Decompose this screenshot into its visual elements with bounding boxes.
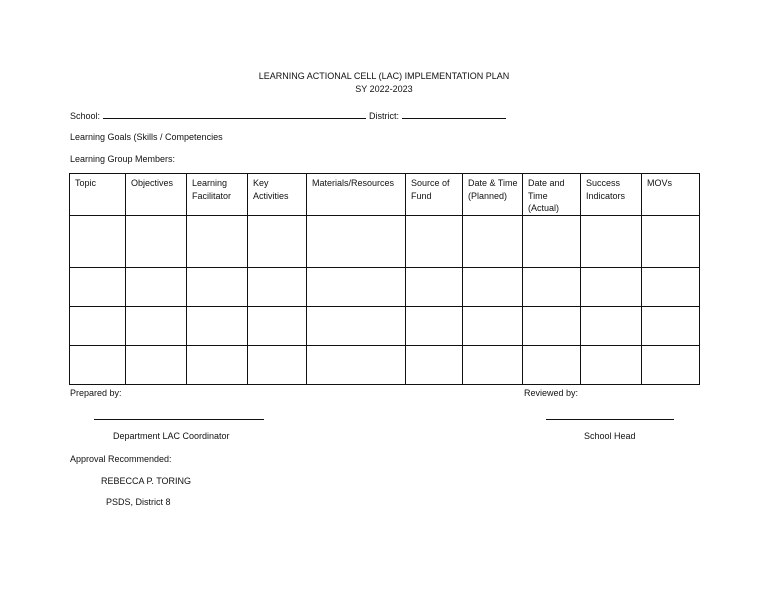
table-cell[interactable]: [187, 345, 248, 384]
column-header-date-time-actual: Date and Time (Actual): [523, 174, 581, 216]
column-header-key-activities: Key Activities: [248, 174, 307, 216]
column-header-source-of-fund: Source of Fund: [406, 174, 463, 216]
approver-position: PSDS, District 8: [106, 497, 171, 507]
table-cell[interactable]: [581, 345, 642, 384]
table-cell[interactable]: [187, 267, 248, 306]
table-cell[interactable]: [581, 215, 642, 267]
table-cell[interactable]: [406, 215, 463, 267]
implementation-plan-table: [69, 173, 700, 385]
table-cell[interactable]: [406, 306, 463, 345]
table-row: [70, 345, 700, 384]
table-cell[interactable]: [463, 215, 523, 267]
table-cell[interactable]: [523, 215, 581, 267]
table-cell[interactable]: [642, 267, 700, 306]
column-header-learning-facilitator: Learning Facilitator: [187, 174, 248, 216]
document-title: LEARNING ACTIONAL CELL (LAC) IMPLEMENTATION PLAN: [258, 71, 510, 81]
table-cell[interactable]: [248, 215, 307, 267]
column-header-movs: MOVs: [642, 174, 700, 216]
table-cell[interactable]: [307, 306, 406, 345]
table-cell[interactable]: [642, 345, 700, 384]
table-cell[interactable]: [126, 306, 187, 345]
table-cell[interactable]: [642, 306, 700, 345]
district-label: District:: [369, 111, 400, 121]
school-year: SY 2022-2023: [355, 84, 413, 94]
table-cell[interactable]: [126, 345, 187, 384]
table-cell[interactable]: [463, 306, 523, 345]
table-cell[interactable]: [70, 215, 126, 267]
table-cell[interactable]: [248, 345, 307, 384]
table-cell[interactable]: [642, 215, 700, 267]
table-cell[interactable]: [406, 267, 463, 306]
table-cell[interactable]: [307, 267, 406, 306]
approver-name: REBECCA P. TORING: [101, 476, 192, 486]
table-cell[interactable]: [126, 267, 187, 306]
table-header-row: [70, 174, 700, 216]
table-cell[interactable]: [307, 215, 406, 267]
school-head-title: School Head: [584, 431, 636, 441]
table-cell[interactable]: [463, 267, 523, 306]
coordinator-title: Department LAC Coordinator: [113, 431, 230, 441]
reviewed-by-label: Reviewed by:: [524, 388, 579, 398]
column-header-date-time-planned: Date & Time (Planned): [463, 174, 523, 216]
table-row: [70, 215, 700, 267]
table-cell[interactable]: [307, 345, 406, 384]
approval-recommended-label: Approval Recommended:: [70, 454, 172, 464]
column-header-materials-resources: Materials/Resources: [307, 174, 406, 216]
coordinator-signature-line[interactable]: [94, 419, 264, 420]
column-header-topic: Topic: [70, 174, 126, 216]
group-members-label: Learning Group Members:: [70, 154, 176, 164]
table-cell[interactable]: [70, 306, 126, 345]
table-row: [70, 267, 700, 306]
table-cell[interactable]: [406, 345, 463, 384]
table-cell[interactable]: [187, 306, 248, 345]
school-head-signature-line[interactable]: [546, 419, 674, 420]
prepared-by-label: Prepared by:: [70, 388, 122, 398]
table-cell[interactable]: [523, 345, 581, 384]
column-header-objectives: Objectives: [126, 174, 187, 216]
school-field[interactable]: [103, 110, 366, 119]
school-label: School:: [70, 111, 101, 121]
school-district-row: [70, 110, 506, 121]
table-cell[interactable]: [523, 267, 581, 306]
district-field[interactable]: [402, 110, 506, 119]
table-cell[interactable]: [70, 267, 126, 306]
table-row: [70, 306, 700, 345]
table-cell[interactable]: [70, 345, 126, 384]
column-header-success-indicators: Success Indicators: [581, 174, 642, 216]
table-cell[interactable]: [187, 215, 248, 267]
table-cell[interactable]: [523, 306, 581, 345]
table-cell[interactable]: [248, 306, 307, 345]
table-cell[interactable]: [581, 306, 642, 345]
table-cell[interactable]: [463, 345, 523, 384]
table-cell[interactable]: [248, 267, 307, 306]
table-cell[interactable]: [581, 267, 642, 306]
learning-goals-label: Learning Goals (Skills / Competencies: [70, 132, 223, 142]
table-cell[interactable]: [126, 215, 187, 267]
